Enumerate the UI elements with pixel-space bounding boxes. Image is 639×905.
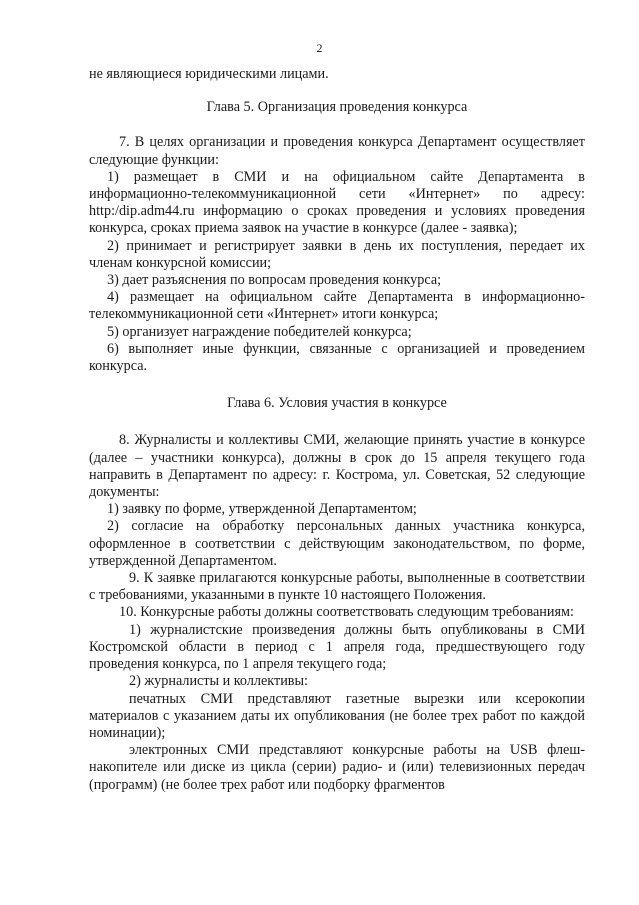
document-body [89, 66, 585, 794]
list-item-7-2: 2) принимает и регистрирует заявки в день их поступления, передает их членам конкурсной комиссии; [89, 237, 585, 271]
list-item-10-2: 2) журналисты и коллективы: [129, 673, 308, 690]
list-item-7-4: 4) размещает на официальном сайте Департамента в информационно-телекоммуникационной сети «Интернет» итоги конкурса; [89, 289, 585, 323]
list-item-7-5: 5) организует награждение победителей конкурса; [107, 323, 412, 340]
list-item-7-6: 6) выполняет иные функции, связанные с организацией и проведением конкурса. [89, 340, 585, 375]
print-media-paragraph: печатных СМИ представляют газетные вырезки или ксерокопии материалов с указанием даты их опубликования (не более трех работ по каждой номинации); [89, 690, 585, 741]
page-number: 2 [316, 41, 323, 55]
list-item-7-3: 3) дает разъяснения по вопросам проведения конкурса; [107, 272, 442, 289]
list-item-8-2: 2) согласие на обработку персональных данных участника конкурса, оформленное в соответствии с действующим законодательством, по форме, утвержденной Департаментом. [89, 518, 585, 569]
electronic-media-paragraph: электронных СМИ представляют конкурсные работы на USB флеш-накопителе или диске из цикла (серии) радио- и (или) телевизионных передач (программ) (не более трех работ или подборку фрагментов [89, 742, 585, 793]
chapter-6-title: Глава 6. Условия участия в конкурсе [227, 395, 447, 412]
paragraph-7: 7. В целях организации и проведения конкурса Департамент осуществляет следующие функции: [89, 134, 585, 168]
paragraph-9: 9. К заявке прилагаются конкурсные работы, выполненные в соответствии с требованиями, указанными в пункте 10 настоящего Положения. [89, 570, 585, 604]
paragraph-8: 8. Журналисты и коллективы СМИ, желающие принять участие в конкурсе (далее – участники конкурса), должны в срок до 15 апреля текущего года направить в Департамент по адресу: г. Кострома, ул. Советская, 52 следующие документы: [89, 432, 585, 501]
list-item-7-1: 1) размещает в СМИ и на официальном сайте Департамента в информационно-телекоммуникационной сети «Интернет» по адресу: http:/dip.adm44.ru информацию о сроках проведения и условиях проведения конкурса, сроках приема заявок на участие в конкурсе (далее - заявка); [89, 168, 585, 237]
list-item-10-1: 1) журналистские произведения должны быть опубликованы в СМИ Костромской области в период с 1 апреля года, предшествующего году проведения конкурса, по 1 апреля текущего года; [89, 621, 585, 673]
intro-line: не являющиеся юридическими лицами. [89, 66, 329, 82]
list-item-8-1: 1) заявку по форме, утвержденной Департаментом; [107, 501, 417, 518]
chapter-5-title: Глава 5. Организация проведения конкурса [206, 99, 468, 116]
paragraph-10: 10. Конкурсные работы должны соответствовать следующим требованиям: [119, 604, 574, 621]
